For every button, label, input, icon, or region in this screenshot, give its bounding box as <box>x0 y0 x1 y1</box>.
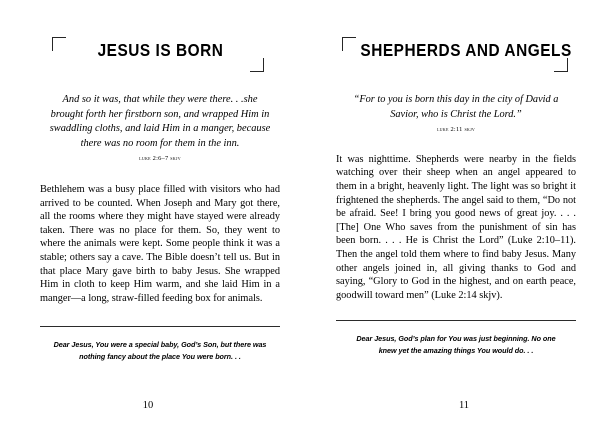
left-page-divider <box>40 326 280 327</box>
left-page-scripture-text: And so it was, that while they were there. . .she brought forth her firstborn son, and wrapped Him in swaddling cloths, and laid Him in a manger, because there was no room for them in the inn. <box>49 94 271 149</box>
right-page-number: 11 <box>458 399 470 411</box>
left-page-chapter-title: JESUS IS BORN <box>97 40 223 60</box>
corner-bracket-top-left-icon <box>52 37 66 51</box>
right-page-chapter-title: SHEPHERDS AND ANGELS <box>360 40 572 60</box>
left-page-scripture-citation: luke 2:6–7 skjv <box>139 155 181 163</box>
left-page-prayer-text: Dear Jesus, You were a special baby, God’s Son, but there was nothing fancy about the place You were born. . . <box>53 340 267 362</box>
right-page-body-text: It was nighttime. Shepherds were nearby in the fields watching over their sheep when an angel appeared to them in a bright, heavenly light. The light was so bright it frightened the shepherds. The angel said to them, “Do not be afraid. See! I bring you good news of great joy. . . . [The] One Who saves from the punishment of sin has been born. . . . He is Christ the Lord” (Luke 2:10–11). Then the angel told them where to find baby Jesus. Many other angels joined in, all giving thanks to God and saying, “Glory to God in the highest, and on earth peace, goodwill toward men” (Luke 2:14 skjv). <box>336 153 576 301</box>
right-page-scripture-text: “For to you is born this day in the city of David a Savior, who is Christ the Lord.” <box>353 94 559 120</box>
right-page-scripture-citation: luke 2:11 skjv <box>436 126 476 134</box>
left-page-content <box>40 0 280 432</box>
right-page-divider <box>336 320 576 321</box>
corner-bracket-bottom-right-icon <box>554 58 568 72</box>
left-page-body-text: Bethlehem was a busy place filled with visitors who had arrived to be counted. When Joseph and Mary got there, all the rooms where they might have stayed were already taken. There was no place for them. So, they went to where the animals were kept. Some people think it was a stable; others say a cave. The Bible doesn’t tell us. But in that place Mary gave birth to baby Jesus. She wrapped Him in cloth to keep Him warm, and she laid Him in a manger—a long, straw-filled feeding box for animals. <box>40 183 280 304</box>
left-page-title-block <box>40 40 280 80</box>
right-page <box>306 0 612 432</box>
left-page-scripture <box>40 93 280 167</box>
corner-bracket-bottom-right-icon <box>250 58 264 72</box>
right-page-prayer-text: Dear Jesus, God’s plan for You was just beginning. No one knew yet the amazing things You would do. . . <box>356 334 556 356</box>
right-page-title-block <box>336 40 576 80</box>
right-page-content <box>336 0 576 432</box>
left-page-number: 10 <box>142 399 154 411</box>
right-page-scripture <box>336 93 576 138</box>
